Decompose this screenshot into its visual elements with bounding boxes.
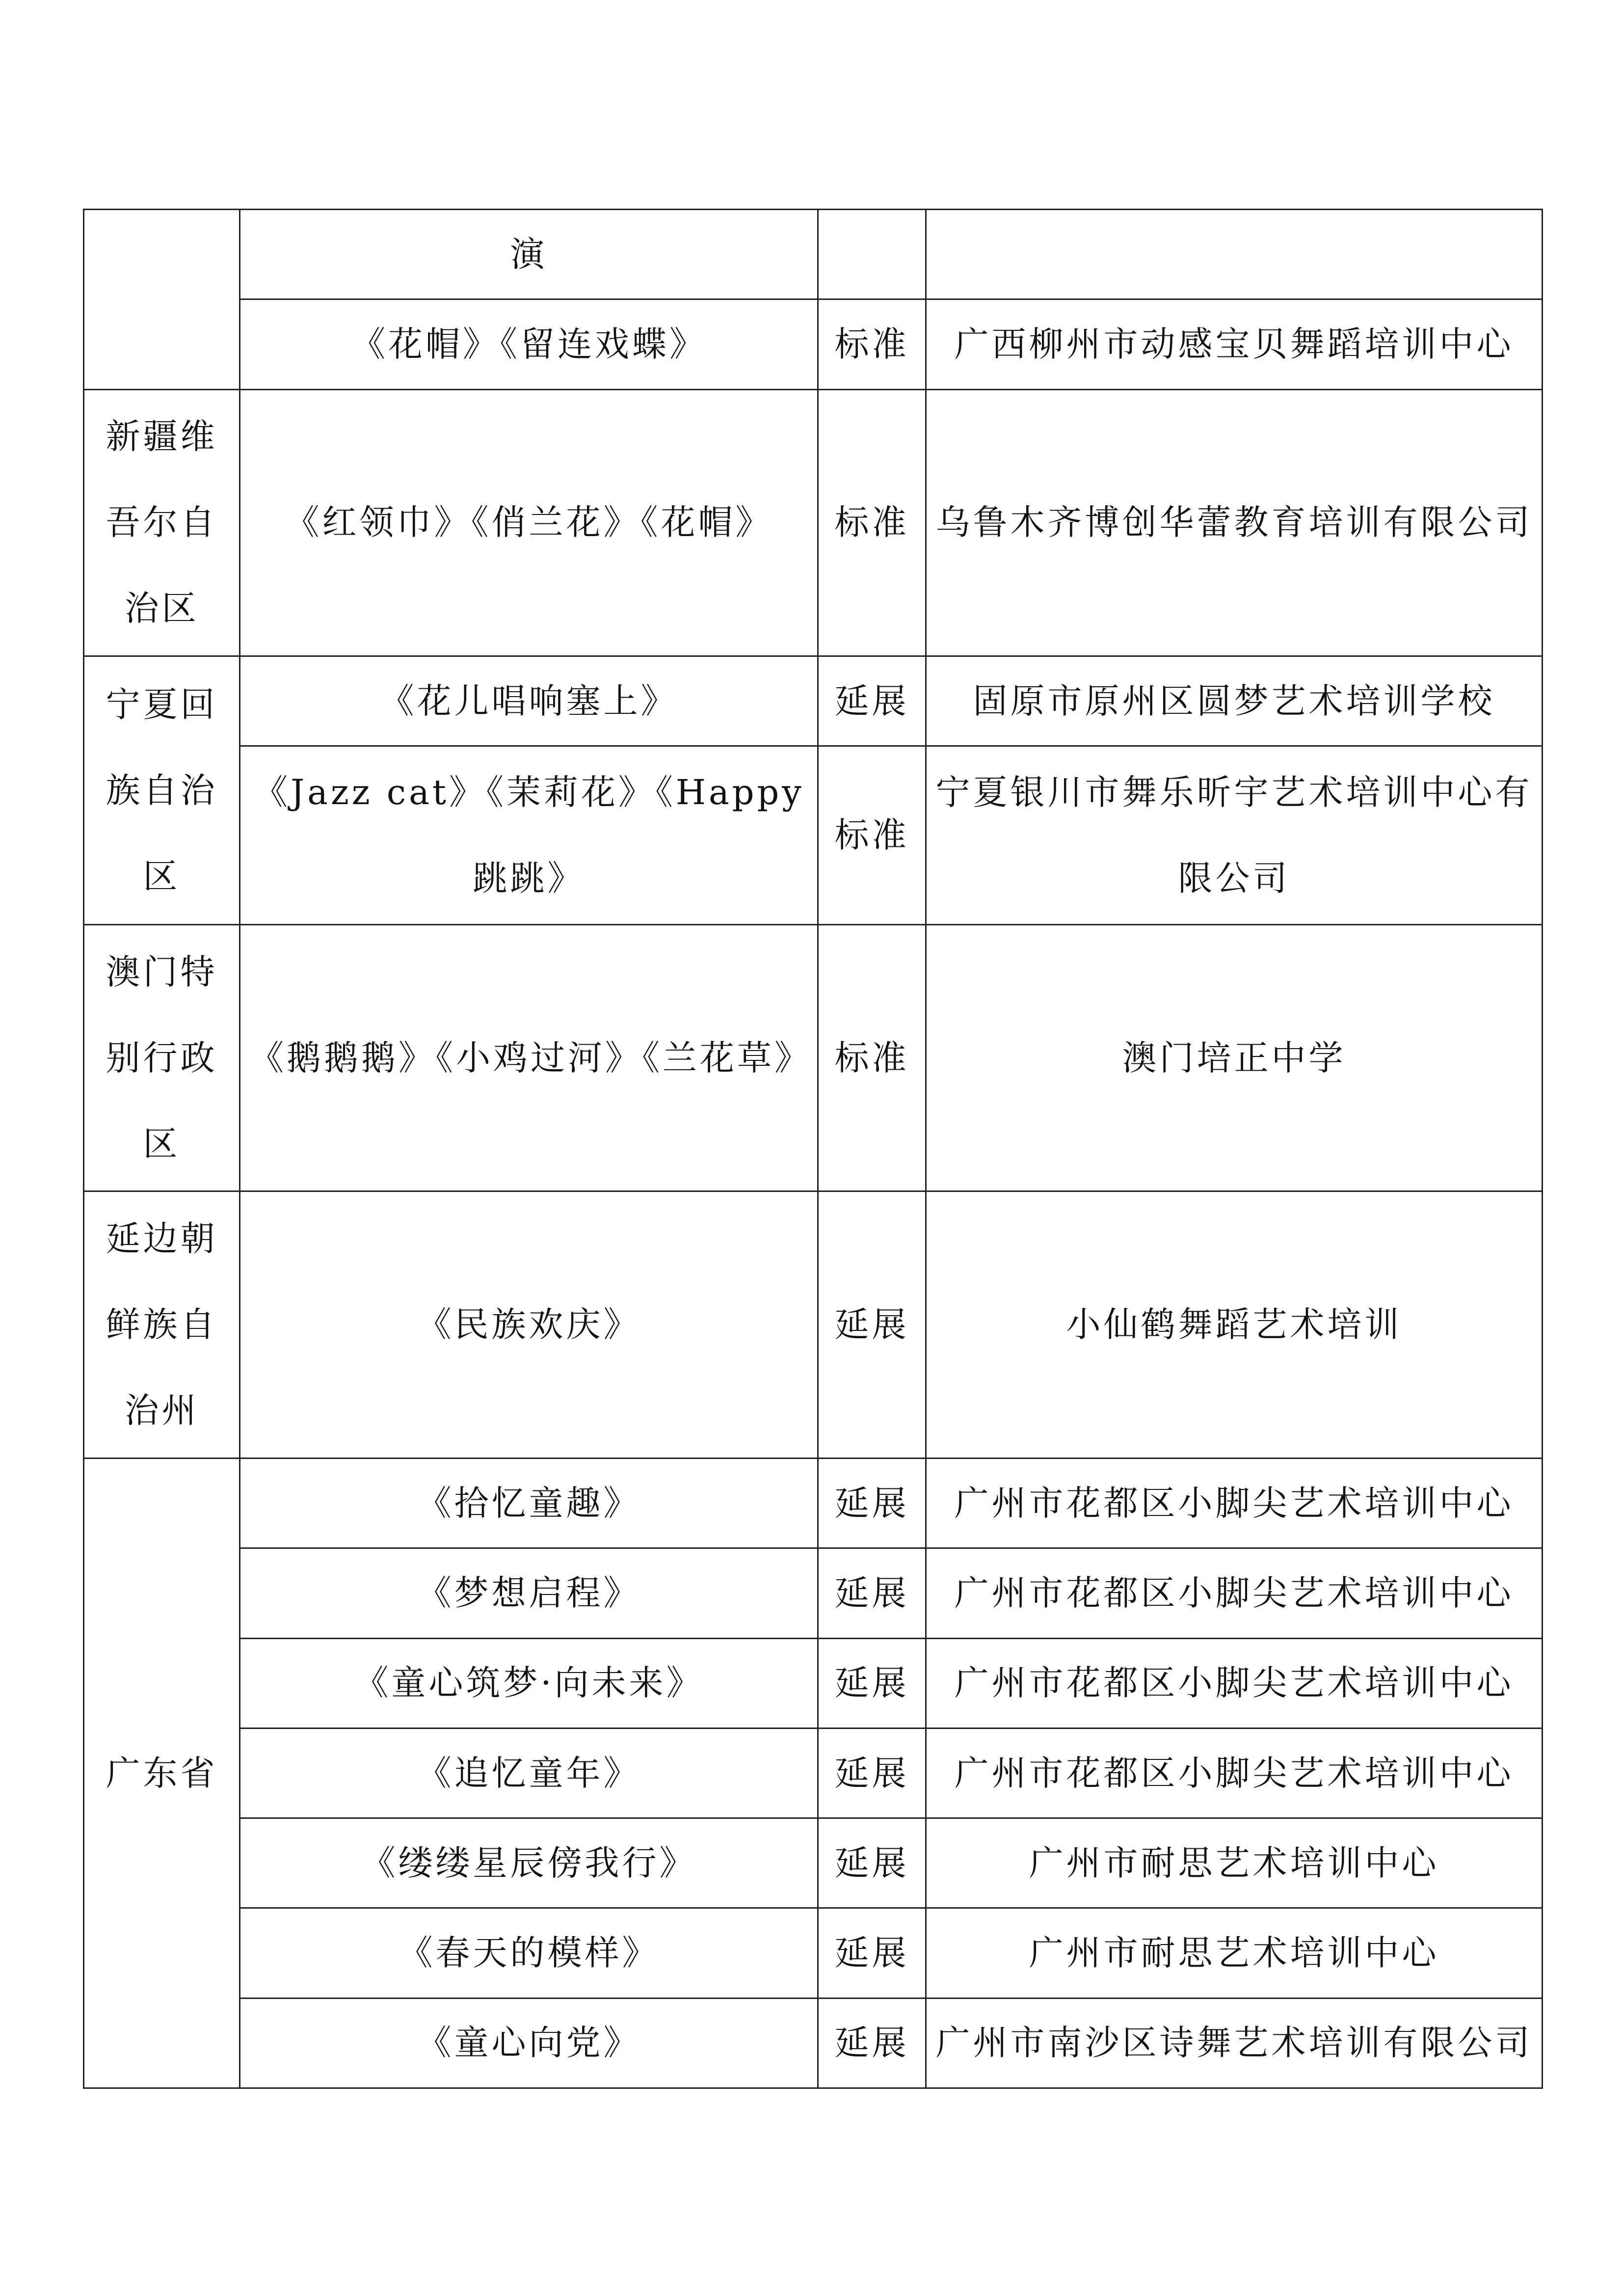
version-cell: 延展 xyxy=(818,1191,926,1459)
region-cell xyxy=(84,210,240,390)
organization-cell: 广州市花都区小脚尖艺术培训中心 xyxy=(926,1459,1543,1548)
version-cell: 延展 xyxy=(818,1459,926,1548)
version-cell: 延展 xyxy=(818,1728,926,1818)
work-cell: 《追忆童年》 xyxy=(240,1728,818,1818)
table-row xyxy=(84,1818,1543,1908)
work-cell: 《花帽》《留连戏蝶》 xyxy=(240,299,818,389)
version-cell: 延展 xyxy=(818,656,926,746)
work-cell: 《花儿唱响塞上》 xyxy=(240,656,818,746)
work-cell: 《鹅鹅鹅》《小鸡过河》《兰花草》 xyxy=(240,924,818,1191)
region-cell: 新疆维吾尔自治区 xyxy=(84,389,240,656)
table-row xyxy=(84,299,1543,389)
organization-cell xyxy=(926,210,1543,299)
organization-cell: 广西柳州市动感宝贝舞蹈培训中心 xyxy=(926,299,1543,389)
document-table xyxy=(83,209,1543,2089)
organization-cell: 广州市南沙区诗舞艺术培训有限公司 xyxy=(926,1998,1543,2088)
work-cell: 《民族欢庆》 xyxy=(240,1191,818,1459)
version-cell: 延展 xyxy=(818,1638,926,1728)
work-cell: 《红领巾》《俏兰花》《花帽》 xyxy=(240,389,818,656)
organization-cell: 澳门培正中学 xyxy=(926,924,1543,1191)
organization-cell: 宁夏银川市舞乐昕宇艺术培训中心有限公司 xyxy=(926,746,1543,924)
table-row xyxy=(84,1728,1543,1818)
work-cell: 《童心向党》 xyxy=(240,1998,818,2088)
table-row xyxy=(84,1191,1543,1459)
organization-cell: 广州市花都区小脚尖艺术培训中心 xyxy=(926,1548,1543,1638)
version-cell xyxy=(818,210,926,299)
organization-cell: 乌鲁木齐博创华蕾教育培训有限公司 xyxy=(926,389,1543,656)
organization-cell: 小仙鹤舞蹈艺术培训 xyxy=(926,1191,1543,1459)
table-row xyxy=(84,1638,1543,1728)
version-cell: 标准 xyxy=(818,746,926,924)
table-row xyxy=(84,1908,1543,1998)
table-row xyxy=(84,746,1543,924)
version-cell: 延展 xyxy=(818,1998,926,2088)
organization-cell: 广州市花都区小脚尖艺术培训中心 xyxy=(926,1638,1543,1728)
region-cell: 宁夏回族自治区 xyxy=(84,656,240,925)
work-cell: 《缕缕星辰傍我行》 xyxy=(240,1818,818,1908)
table-row xyxy=(84,1998,1543,2088)
work-cell: 演 xyxy=(240,210,818,299)
organization-cell: 广州市耐思艺术培训中心 xyxy=(926,1818,1543,1908)
work-cell: 《梦想启程》 xyxy=(240,1548,818,1638)
version-cell: 延展 xyxy=(818,1548,926,1638)
work-cell: 《拾忆童趣》 xyxy=(240,1459,818,1548)
version-cell: 延展 xyxy=(818,1908,926,1998)
table-row xyxy=(84,1459,1543,1548)
region-cell: 澳门特别行政区 xyxy=(84,924,240,1191)
version-cell: 标准 xyxy=(818,924,926,1191)
work-cell: 《春天的模样》 xyxy=(240,1908,818,1998)
table-row xyxy=(84,1548,1543,1638)
table-row xyxy=(84,389,1543,656)
version-cell: 延展 xyxy=(818,1818,926,1908)
organization-cell: 广州市耐思艺术培训中心 xyxy=(926,1908,1543,1998)
organization-cell: 固原市原州区圆梦艺术培训学校 xyxy=(926,656,1543,746)
version-cell: 标准 xyxy=(818,299,926,389)
table-row xyxy=(84,656,1543,746)
table-row xyxy=(84,210,1543,299)
work-cell: 《Jazz cat》《茉莉花》《Happy 跳跳》 xyxy=(240,746,818,924)
region-cell: 广东省 xyxy=(84,1459,240,2088)
table-row xyxy=(84,924,1543,1191)
organization-cell: 广州市花都区小脚尖艺术培训中心 xyxy=(926,1728,1543,1818)
region-cell: 延边朝鲜族自治州 xyxy=(84,1191,240,1459)
version-cell: 标准 xyxy=(818,389,926,656)
work-cell: 《童心筑梦·向未来》 xyxy=(240,1638,818,1728)
